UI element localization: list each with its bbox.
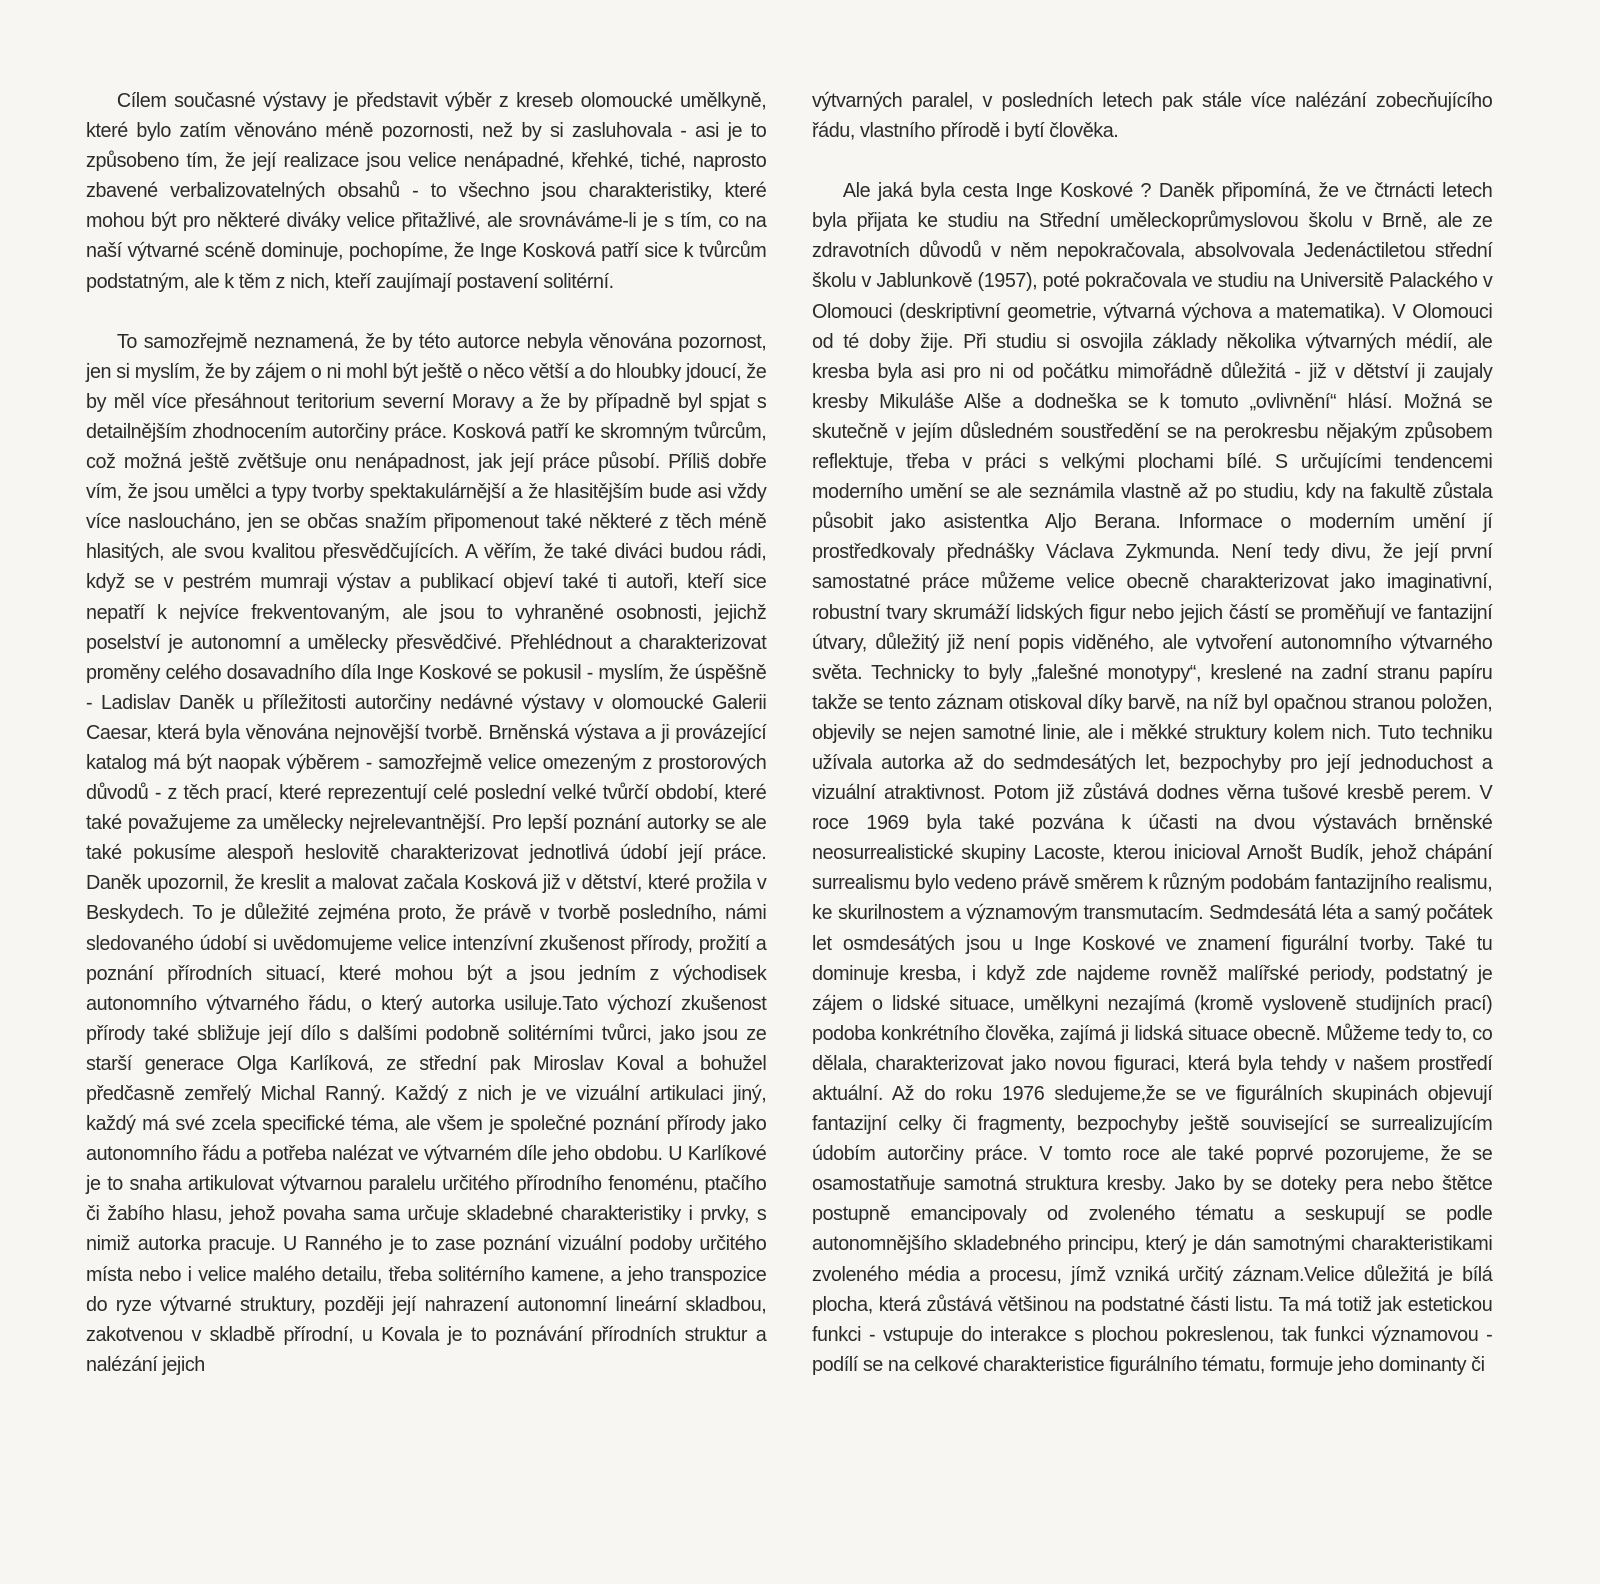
right-text-column bbox=[812, 86, 1492, 1380]
paragraph: Ale jaká byla cesta Inge Koskové ? Daněk připomíná, že ve čtrnácti letech byla přijata ke studiu na Střední uměleckoprůmyslovou školu v Brně, ale ze zdravotních důvodů v něm nepokračovala, absolvovala Jedenáctiletou střední školu v Jablunkově (1957), poté pokračovala ve studiu na Universitě Palackého v Olomouci (deskriptivní geometrie, výtvarná výchova a matematika). V Olomouci od té doby žije. Při studiu si osvojila základy několika výtvarných médií, ale kresba byla asi pro ni od počátku mimořádně důležitá - již v dětství ji zaujaly kresby Mikuláše Alše a dodneška se k tomuto „ovlivnění“ hlásí. Možná se skutečně v jejím důsledném soustředění se na perokresbu nějakým způsobem reflektuje, třeba v práci s velkými plochami bílé. S určujícími tendencemi moderního umění se ale seznámila vlastně až po studiu, kdy na fakultě zůstala působit jako asistentka Aljo Berana. Informace o moderním umění jí prostředkovaly přednášky Václava Zykmunda. Není tedy divu, že její první samostatné práce můžeme velice obecně charakterizovat jako imaginativní, robustní tvary skrumáží lidských figur nebo jejich částí se proměňují ve fantazijní útvary, důležitý již není popis viděného, ale vytvoření autonomního výtvarného světa. Technicky to byly „falešné monotypy“, kreslené na zadní stranu papíru takže se tento záznam otiskoval díky barvě, na níž byl opačnou stranou položen, objevily se nejen samotné linie, ale i měkké struktury kolem nich. Tuto techniku užívala autorka až do sedmdesátých let, bezpochyby pro její jednoduchost a vizuální atraktivnost. Potom již zůstává dodnes věrna tušové kresbě perem. V roce 1969 byla také pozvána k účasti na dvou výstavách brněnské neosurrealistické skupiny Lacoste, kterou inicioval Arnošt Budík, jehož chápání surrealismu bylo vedeno právě směrem k různým podobám fantazijního realismu, ke skurilnostem a významovým transmutacím. Sedmdesátá léta a samý počátek let osmdesátých jsou u Inge Koskové ve znamení figurální tvorby. Také tu dominuje kresba, i když zde najdeme rovněž malířské periody, podstatný je zájem o lidské situace, umělkyni nezajímá (kromě vysloveně studijních prací) podoba konkrétního člověka, zajímá ji lidská situace obecně. Můžeme tedy to, co dělala, charakterizovat jako novou figuraci, která byla tehdy v našem prostředí aktuální. Až do roku 1976 sledujeme,že se ve figurálních skupinách objevují fantazijní celky či fragmenty, bezpochyby ještě související se surrealizujícím údobím autorčiny práce. V tomto roce ale také poprvé pozorujeme, že se osamostatňuje samotná struktura kresby. Jako by se doteky pera nebo štětce postupně emancipovaly od zvoleného tématu a seskupují se podle autonomnějšího skladebného principu, který je dán samotnými charakteristikami zvoleného média a procesu, jímž vzniká určitý záznam.Velice důležitá je bílá plocha, která zůstává většinou na podstatné části listu. Ta má totiž jak estetickou funkci - vstupuje do interakce s plochou pokreslenou, tak funkci významovou - podílí se na celkové charakteristice figurálního tématu, formuje jeho dominanty či bbox=[812, 179, 1493, 1376]
paragraph: Cílem současné výstavy je představit výběr z kreseb olomoucké umělkyně, které bylo zatím věnováno méně pozornosti, než by si zasluhovala - asi je to způsobeno tím, že její realizace jsou velice nenápadné, křehké, tiché, naprosto zbavené verbalizovatelných obsahů - to všechno jsou charakteristiky, které mohou být pro některé diváky velice přitažlivé, ale srovnáváme-li je s tím, co na naší výtvarné scéně dominuje, pochopíme, že Inge Kosková patří sice k tvůrcům podstatným, ale k těm z nich, kteří zaujímají postavení solitérní. bbox=[86, 89, 767, 293]
left-text-column bbox=[86, 86, 766, 1380]
paragraph: To samozřejmě neznamená, že by této autorce nebyla věnována pozornost, jen si myslím, že by zájem o ni mohl být ještě o něco větší a do hloubky jdoucí, že by měl více přesáhnout teritorium severní Moravy a že by případně byl spjat s detailnějším zhodnocením autorčiny práce. Kosková patří ke skromným tvůrcům, což možná ještě zvětšuje onu nenápadnost, jak její práce působí. Příliš dobře vím, že jsou umělci a typy tvorby spektakulárnější a že hlasitějším bude asi vždy více nasloucháno, jen se občas snažím připomenout také některé z těch méně hlasitých, ale svou kvalitou přesvědčujících. A věřím, že také diváci budou rádi, když se v pestrém mumraji výstav a publikací objeví také ti autoři, kteří sice nepatří k nejvíce frekventovaným, ale jsou to vyhraněné osobnosti, jejichž poselství je autonomní a umělecky přesvědčivé. Přehlédnout a charakterizovat proměny celého dosavadního díla Inge Koskové se pokusil - myslím, že úspěšně - Ladislav Daněk u příležitosti autorčiny nedávné výstavy v olomoucké Galerii Caesar, která byla věnována nejnovější tvorbě. Brněnská výstava a ji provázející katalog má být naopak výběrem - samozřejmě velice omezeným z prostorových důvodů - z těch prací, které reprezentují celé poslední velké tvůrčí období, které také považujeme za umělecky nejrelevantnější. Pro lepší poznání autorky se ale také pokusíme alespoň heslovitě charakterizovat jednotlivá údobí její práce. Daněk upozornil, že kreslit a malovat začala Kosková již v dětství, které prožila v Beskydech. To je důležité zejména proto, že právě v tvorbě posledního, námi sledovaného údobí si uvědomujeme velice intenzívní zkušenost přírody, prožití a poznání přírodních situací, které mohou být a jsou jedním z východisek autonomního výtvarného řádu, o který autorka usiluje.Tato výchozí zkušenost přírody také sbližuje její dílo s dalšími podobně solitérními tvůrci, jako jsou ze starší generace Olga Karlíková, ze střední pak Miroslav Koval a bohužel předčasně zemřelý Michal Ranný. Každý z nich je ve vizuální artikulaci jiný, každý má své zcela specifické téma, ale všem je společné poznání přírody jako autonomního řádu a potřeba nalézat ve výtvarném díle jeho obdobu. U Karlíkové je to snaha artikulovat výtvarnou paralelu určitého přírodního fenoménu, ptačího či žabího hlasu, jehož povaha sama určuje skladebné charakteristiky i prvky, s nimiž autorka pracuje. U Ranného je to zase poznání vizuální podoby určitého místa nebo i velice malého detailu, třeba solitérního kamene, a jeho transpozice do ryze výtvarné struktury, později její nahrazení autonomní lineární skladbou, zakotvenou v skladbě přírodní, u Kovala je to poznávání přírodních struktur a nalézání jejich bbox=[86, 329, 767, 1376]
paragraph: výtvarných paralel, v posledních letech pak stále více nalézání zobecňujícího řádu, vlastního přírodě i bytí člověka. bbox=[812, 89, 1493, 143]
